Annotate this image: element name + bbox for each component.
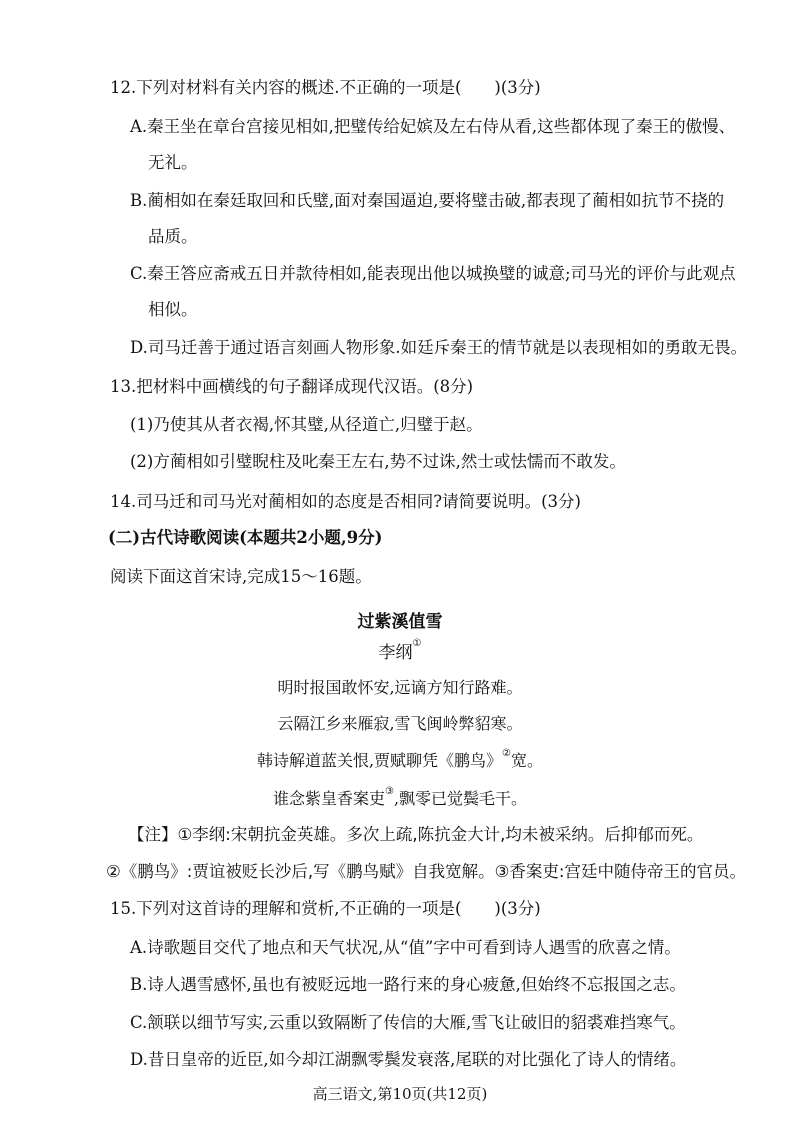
q12-option-a-cont: 无礼。: [148, 153, 198, 172]
q15-option-b: B.诗人遇雪感怀,虽也有被贬远地一路行来的身心疲惫,但始终不忘报国之志。: [130, 975, 686, 994]
q15-option-c: C.颔联以细节写实,云重以致隔断了传信的大雁,雪飞让破旧的貂裘难挡寒气。: [130, 1013, 686, 1032]
poem-line-2: 云隔江乡来雁寂,雪飞闽岭弊貂寒。: [277, 714, 523, 733]
q13-sentence-1: (1)乃使其从者衣褐,怀其璧,从径道亡,归璧于赵。: [130, 415, 483, 434]
poem-note-2: ②《鹏鸟》:贾谊被贬长沙后,写《鹏鸟赋》自我宽解。③香案吏:宫廷中随侍帝王的官员。: [106, 862, 746, 881]
q14-stem: 14.司马迁和司马光对蔺相如的态度是否相同?请简要说明。(3分): [110, 492, 581, 511]
line4-note-marker: ③: [384, 786, 394, 797]
poem-author: 李纲①: [378, 638, 422, 663]
q12-option-a: A.秦王坐在章台宫接见相如,把璧传给妃嫔及左右侍从看,这些都体现了秦王的傲慢、: [130, 117, 736, 136]
q13-stem: 13.把材料中画横线的句子翻译成现代汉语。(8分): [110, 377, 474, 396]
q12-option-c-cont: 相似。: [148, 300, 198, 319]
poem-line-3: 韩诗解道蓝关恨,贾赋聊凭《鹏鸟》②宽。: [256, 748, 544, 770]
q12-stem: 12.下列对材料有关内容的概述.不正确的一项是( )(3分): [110, 78, 541, 97]
q15-option-d: D.昔日皇帝的近臣,如今却江湖飘零鬓发衰落,尾联的对比强化了诗人的情绪。: [130, 1050, 687, 1069]
q15-stem: 15.下列对这首诗的理解和赏析,不正确的一项是( )(3分): [110, 899, 541, 918]
poem-line-4: 谁念紫皇香案吏③,飘零已觉鬓毛干。: [272, 786, 528, 808]
page-footer: 高三语文,第10页(共12页): [312, 1085, 488, 1103]
section-heading: (二)古代诗歌阅读(本题共2小题,9分): [108, 528, 383, 547]
q12-option-d: D.司马迁善于通过语言刻画人物形象.如廷斥秦王的情节就是以表现相如的勇敢无畏。: [130, 338, 748, 357]
q15-option-a: A.诗歌题目交代了地点和天气状况,从“值”字中可看到诗人遇雪的欣喜之情。: [130, 938, 681, 957]
q12-option-c: C.秦王答应斋戒五日并款待相如,能表现出他以城换璧的诚意;司马光的评价与此观点: [130, 264, 736, 283]
poem-line-1: 明时报国敢怀安,远谪方知行路难。: [277, 678, 523, 697]
author-note-marker: ①: [412, 638, 422, 649]
q13-sentence-2: (2)方蔺相如引璧睨柱及叱秦王左右,势不过诛,然士或怯懦而不敢发。: [130, 452, 626, 471]
q12-option-b: B.蔺相如在秦廷取回和氏璧,面对秦国逼迫,要将璧击破,都表现了蔺相如抗节不挠的: [130, 191, 725, 210]
section-intro: 阅读下面这首宋诗,完成15～16题。: [110, 567, 372, 586]
q12-option-b-cont: 品质。: [148, 227, 198, 246]
poem-note-1: 【注】①李纲:宋朝抗金英雄。多次上疏,陈抗金大计,均未被采纳。后抑郁而死。: [128, 825, 704, 844]
poem-title: 过紫溪值雪: [357, 612, 443, 632]
line3-note-marker: ②: [502, 748, 512, 759]
